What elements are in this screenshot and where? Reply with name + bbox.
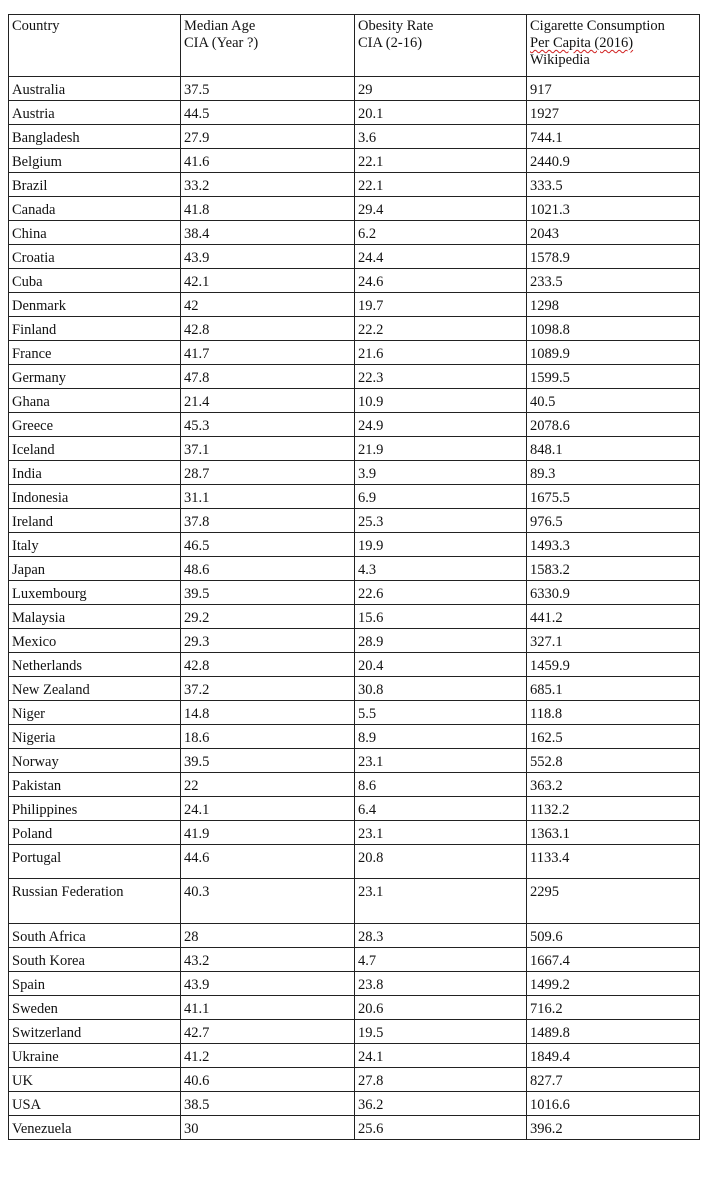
cell-median-age: 38.5: [181, 1092, 355, 1116]
cell-obesity-rate: 19.5: [355, 1020, 527, 1044]
cell-cigarette-consumption: 552.8: [527, 749, 700, 773]
cell-median-age: 30: [181, 1116, 355, 1140]
cell-median-age: 37.5: [181, 77, 355, 101]
cell-median-age: 29.2: [181, 605, 355, 629]
header-row: [9, 15, 700, 77]
cell-median-age: 44.6: [181, 845, 355, 879]
cell-cigarette-consumption: 1363.1: [527, 821, 700, 845]
cell-country: UK: [9, 1068, 181, 1092]
cell-median-age: 18.6: [181, 725, 355, 749]
cell-obesity-rate: 24.1: [355, 1044, 527, 1068]
header-median-age-line-2: CIA (Year ?): [184, 35, 259, 51]
header-obesity: [355, 15, 527, 77]
table-row: [9, 773, 700, 797]
cell-country: Portugal: [9, 845, 181, 879]
cell-median-age: 21.4: [181, 389, 355, 413]
cell-cigarette-consumption: 1489.8: [527, 1020, 700, 1044]
cell-median-age: 28: [181, 924, 355, 948]
table-row: [9, 245, 700, 269]
cell-cigarette-consumption: 1927: [527, 101, 700, 125]
cell-obesity-rate: 8.6: [355, 773, 527, 797]
cell-obesity-rate: 23.1: [355, 749, 527, 773]
cell-obesity-rate: 23.1: [355, 821, 527, 845]
cell-obesity-rate: 36.2: [355, 1092, 527, 1116]
cell-obesity-rate: 29: [355, 77, 527, 101]
table-row: [9, 725, 700, 749]
cell-median-age: 22: [181, 773, 355, 797]
cell-country: Belgium: [9, 149, 181, 173]
table-row: [9, 389, 700, 413]
cell-obesity-rate: 22.1: [355, 149, 527, 173]
cell-country: Pakistan: [9, 773, 181, 797]
table-row: [9, 996, 700, 1020]
table-row: [9, 1116, 700, 1140]
cell-cigarette-consumption: 1583.2: [527, 557, 700, 581]
cell-cigarette-consumption: 89.3: [527, 461, 700, 485]
cell-median-age: 39.5: [181, 749, 355, 773]
header-cigarette-line-3: Wikipedia: [530, 52, 590, 68]
cell-median-age: 14.8: [181, 701, 355, 725]
data-table: [8, 14, 700, 1140]
cell-cigarette-consumption: 2043: [527, 221, 700, 245]
cell-country: Japan: [9, 557, 181, 581]
cell-cigarette-consumption: 327.1: [527, 629, 700, 653]
cell-country: Italy: [9, 533, 181, 557]
header-median-age-line-1: Median Age: [184, 18, 256, 34]
table-row: [9, 1044, 700, 1068]
cell-obesity-rate: 24.4: [355, 245, 527, 269]
cell-median-age: 43.9: [181, 972, 355, 996]
table-row: [9, 879, 700, 924]
table-row: [9, 972, 700, 996]
cell-cigarette-consumption: 1098.8: [527, 317, 700, 341]
cell-country: Ukraine: [9, 1044, 181, 1068]
table-row: [9, 317, 700, 341]
table-row: [9, 924, 700, 948]
cell-median-age: 42.7: [181, 1020, 355, 1044]
cell-country: China: [9, 221, 181, 245]
cell-obesity-rate: 10.9: [355, 389, 527, 413]
cell-cigarette-consumption: 716.2: [527, 996, 700, 1020]
cell-cigarette-consumption: 6330.9: [527, 581, 700, 605]
cell-cigarette-consumption: 40.5: [527, 389, 700, 413]
cell-obesity-rate: 15.6: [355, 605, 527, 629]
cell-median-age: 41.7: [181, 341, 355, 365]
table-row: [9, 125, 700, 149]
table-row: [9, 173, 700, 197]
table-row: [9, 677, 700, 701]
cell-obesity-rate: 27.8: [355, 1068, 527, 1092]
header-country: [9, 15, 181, 77]
cell-median-age: 41.2: [181, 1044, 355, 1068]
table-row: [9, 605, 700, 629]
cell-obesity-rate: 20.6: [355, 996, 527, 1020]
cell-obesity-rate: 20.4: [355, 653, 527, 677]
cell-country: Brazil: [9, 173, 181, 197]
cell-obesity-rate: 23.8: [355, 972, 527, 996]
cell-median-age: 48.6: [181, 557, 355, 581]
table-row: [9, 701, 700, 725]
cell-obesity-rate: 3.9: [355, 461, 527, 485]
cell-median-age: 31.1: [181, 485, 355, 509]
cell-country: Indonesia: [9, 485, 181, 509]
cell-country: Niger: [9, 701, 181, 725]
cell-median-age: 33.2: [181, 173, 355, 197]
table-row: [9, 221, 700, 245]
cell-median-age: 39.5: [181, 581, 355, 605]
table-row: [9, 413, 700, 437]
cell-obesity-rate: 3.6: [355, 125, 527, 149]
cell-country: New Zealand: [9, 677, 181, 701]
cell-cigarette-consumption: 396.2: [527, 1116, 700, 1140]
cell-country: Finland: [9, 317, 181, 341]
cell-median-age: 37.2: [181, 677, 355, 701]
cell-obesity-rate: 24.9: [355, 413, 527, 437]
cell-cigarette-consumption: 917: [527, 77, 700, 101]
cell-obesity-rate: 4.3: [355, 557, 527, 581]
header-obesity-line-2: CIA (2-16): [358, 35, 423, 51]
table-row: [9, 509, 700, 533]
table-row: [9, 653, 700, 677]
cell-median-age: 40.6: [181, 1068, 355, 1092]
header-obesity-line-1: Obesity Rate: [358, 18, 434, 34]
cell-country: Poland: [9, 821, 181, 845]
cell-cigarette-consumption: 2440.9: [527, 149, 700, 173]
cell-country: Netherlands: [9, 653, 181, 677]
cell-median-age: 37.1: [181, 437, 355, 461]
cell-median-age: 28.7: [181, 461, 355, 485]
cell-country: Nigeria: [9, 725, 181, 749]
cell-median-age: 44.5: [181, 101, 355, 125]
cell-cigarette-consumption: 118.8: [527, 701, 700, 725]
cell-cigarette-consumption: 1459.9: [527, 653, 700, 677]
cell-obesity-rate: 25.6: [355, 1116, 527, 1140]
cell-country: Mexico: [9, 629, 181, 653]
cell-obesity-rate: 21.9: [355, 437, 527, 461]
cell-cigarette-consumption: 685.1: [527, 677, 700, 701]
cell-cigarette-consumption: 1298: [527, 293, 700, 317]
cell-obesity-rate: 29.4: [355, 197, 527, 221]
cell-cigarette-consumption: 2295: [527, 879, 700, 924]
cell-country: Luxembourg: [9, 581, 181, 605]
cell-country: France: [9, 341, 181, 365]
cell-country: Philippines: [9, 797, 181, 821]
cell-obesity-rate: 21.6: [355, 341, 527, 365]
cell-median-age: 37.8: [181, 509, 355, 533]
cell-cigarette-consumption: 1089.9: [527, 341, 700, 365]
cell-median-age: 29.3: [181, 629, 355, 653]
cell-median-age: 41.8: [181, 197, 355, 221]
cell-cigarette-consumption: 1132.2: [527, 797, 700, 821]
cell-obesity-rate: 19.9: [355, 533, 527, 557]
cell-median-age: 43.2: [181, 948, 355, 972]
cell-obesity-rate: 23.1: [355, 879, 527, 924]
header-median-age: [181, 15, 355, 77]
cell-median-age: 41.1: [181, 996, 355, 1020]
cell-obesity-rate: 28.3: [355, 924, 527, 948]
cell-country: Sweden: [9, 996, 181, 1020]
table-row: [9, 821, 700, 845]
cell-cigarette-consumption: 509.6: [527, 924, 700, 948]
cell-obesity-rate: 24.6: [355, 269, 527, 293]
cell-country: Austria: [9, 101, 181, 125]
cell-obesity-rate: 25.3: [355, 509, 527, 533]
cell-country: Canada: [9, 197, 181, 221]
cell-median-age: 42.1: [181, 269, 355, 293]
table-row: [9, 581, 700, 605]
cell-cigarette-consumption: 744.1: [527, 125, 700, 149]
cell-cigarette-consumption: 1021.3: [527, 197, 700, 221]
cell-country: Greece: [9, 413, 181, 437]
cell-country: Cuba: [9, 269, 181, 293]
cell-obesity-rate: 30.8: [355, 677, 527, 701]
cell-obesity-rate: 8.9: [355, 725, 527, 749]
header-country-label: Country: [12, 18, 60, 34]
cell-obesity-rate: 20.1: [355, 101, 527, 125]
cell-cigarette-consumption: 2078.6: [527, 413, 700, 437]
cell-country: Denmark: [9, 293, 181, 317]
cell-country: India: [9, 461, 181, 485]
cell-median-age: 40.3: [181, 879, 355, 924]
cell-cigarette-consumption: 976.5: [527, 509, 700, 533]
cell-country: Switzerland: [9, 1020, 181, 1044]
cell-cigarette-consumption: 1599.5: [527, 365, 700, 389]
cell-obesity-rate: 4.7: [355, 948, 527, 972]
cell-cigarette-consumption: 441.2: [527, 605, 700, 629]
cell-obesity-rate: 22.3: [355, 365, 527, 389]
cell-cigarette-consumption: 333.5: [527, 173, 700, 197]
header-cigarette-line-2: Per Capita (2016): [530, 35, 634, 51]
cell-obesity-rate: 28.9: [355, 629, 527, 653]
cell-cigarette-consumption: 1499.2: [527, 972, 700, 996]
table-row: [9, 749, 700, 773]
cell-cigarette-consumption: 1133.4: [527, 845, 700, 879]
table-row: [9, 77, 700, 101]
table-row: [9, 1092, 700, 1116]
cell-median-age: 45.3: [181, 413, 355, 437]
table-row: [9, 461, 700, 485]
cell-cigarette-consumption: 1493.3: [527, 533, 700, 557]
cell-country: Russian Federation: [9, 879, 181, 924]
header-cigarette: [527, 15, 700, 77]
cell-median-age: 42: [181, 293, 355, 317]
table-row: [9, 341, 700, 365]
cell-median-age: 41.9: [181, 821, 355, 845]
cell-median-age: 46.5: [181, 533, 355, 557]
table-row: [9, 365, 700, 389]
cell-obesity-rate: 6.2: [355, 221, 527, 245]
table-row: [9, 1068, 700, 1092]
cell-median-age: 38.4: [181, 221, 355, 245]
cell-obesity-rate: 22.2: [355, 317, 527, 341]
cell-obesity-rate: 19.7: [355, 293, 527, 317]
header-cigarette-line-1: Cigarette Consumption: [530, 18, 665, 34]
cell-cigarette-consumption: 233.5: [527, 269, 700, 293]
cell-country: Iceland: [9, 437, 181, 461]
cell-country: Spain: [9, 972, 181, 996]
table-row: [9, 101, 700, 125]
cell-cigarette-consumption: 848.1: [527, 437, 700, 461]
table-row: [9, 557, 700, 581]
cell-obesity-rate: 6.4: [355, 797, 527, 821]
cell-cigarette-consumption: 827.7: [527, 1068, 700, 1092]
cell-obesity-rate: 22.6: [355, 581, 527, 605]
cell-median-age: 41.6: [181, 149, 355, 173]
cell-country: Germany: [9, 365, 181, 389]
cell-obesity-rate: 5.5: [355, 701, 527, 725]
cell-median-age: 42.8: [181, 317, 355, 341]
cell-cigarette-consumption: 162.5: [527, 725, 700, 749]
table-row: [9, 629, 700, 653]
cell-obesity-rate: 22.1: [355, 173, 527, 197]
table-row: [9, 485, 700, 509]
cell-median-age: 24.1: [181, 797, 355, 821]
cell-obesity-rate: 20.8: [355, 845, 527, 879]
cell-cigarette-consumption: 363.2: [527, 773, 700, 797]
cell-median-age: 43.9: [181, 245, 355, 269]
table-row: [9, 845, 700, 879]
table-row: [9, 293, 700, 317]
cell-country: Bangladesh: [9, 125, 181, 149]
cell-country: Croatia: [9, 245, 181, 269]
table-row: [9, 1020, 700, 1044]
cell-country: Australia: [9, 77, 181, 101]
cell-country: Malaysia: [9, 605, 181, 629]
cell-country: Ireland: [9, 509, 181, 533]
table-row: [9, 149, 700, 173]
cell-cigarette-consumption: 1849.4: [527, 1044, 700, 1068]
cell-country: South Korea: [9, 948, 181, 972]
cell-cigarette-consumption: 1675.5: [527, 485, 700, 509]
cell-median-age: 27.9: [181, 125, 355, 149]
cell-country: South Africa: [9, 924, 181, 948]
cell-median-age: 42.8: [181, 653, 355, 677]
table-row: [9, 269, 700, 293]
cell-country: Venezuela: [9, 1116, 181, 1140]
cell-country: Norway: [9, 749, 181, 773]
table-row: [9, 533, 700, 557]
cell-median-age: 47.8: [181, 365, 355, 389]
table-row: [9, 197, 700, 221]
table-row: [9, 948, 700, 972]
cell-country: Ghana: [9, 389, 181, 413]
cell-obesity-rate: 6.9: [355, 485, 527, 509]
cell-cigarette-consumption: 1578.9: [527, 245, 700, 269]
table-row: [9, 437, 700, 461]
cell-country: USA: [9, 1092, 181, 1116]
cell-cigarette-consumption: 1016.6: [527, 1092, 700, 1116]
table-body: [9, 15, 700, 1140]
table-row: [9, 797, 700, 821]
cell-cigarette-consumption: 1667.4: [527, 948, 700, 972]
